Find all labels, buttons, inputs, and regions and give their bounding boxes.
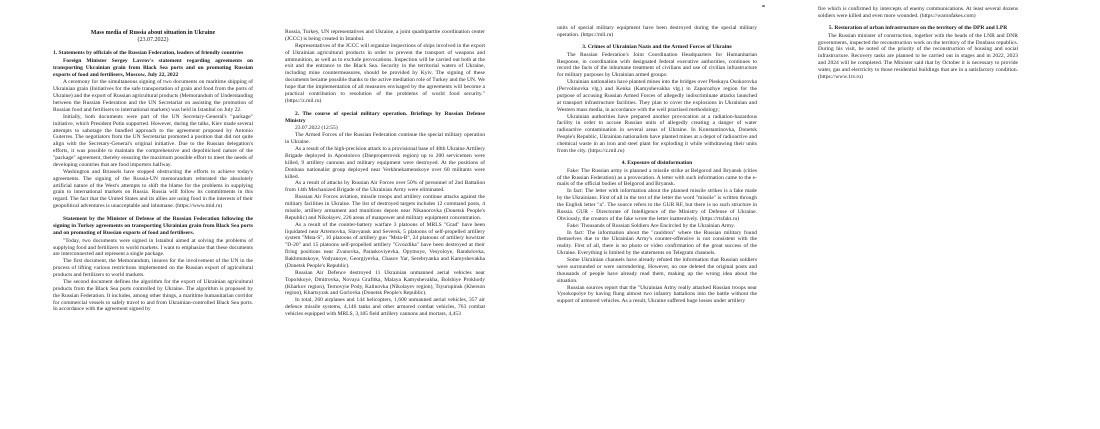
paragraph: The Russian Federation's Joint Coordination Headquarters for Humanitarian Response, in coordination with designated federal executive authorities, continues to record the facts of the inhumane treatment of civilians and use of civilian infrastructure for military purposes by Ukrainian armed groups:: [557, 51, 757, 79]
scan-speck: [762, 5, 765, 7]
paragraph: fire which is confirmed by intercepts of enemy communications. At least several dozens soldiers were killed and even more wounded. (https://waronfakes.com): [818, 6, 1018, 19]
paragraph: Russian sources report that the "Ukrainian Army really attacked Russian troops near Vysokopolye by having flung almost two infantry battalions into the battle without the support of armored vehicles. As a result, Ukraine suffered huge losses under artillery: [557, 284, 757, 305]
paragraph: Russian Air Forces aviation, missile troops and artillery continue attacks against the military facilities in Ukraine. The list of destroyed targets includes 12 command posts, 4 missile, artillery armament and munitions depots near Nikanorovka (Donetsk People's Republic) and Nikolayev, 226 areas of manpower and military equipment concentration.: [285, 194, 485, 221]
paragraph: A ceremony for the simultaneous signing of two documents on maritime shipping of Ukrainian grain (Initiatives for the safe transportation of grain and food from the ports of Ukraine) and the export of Russian agricultural products (Memorandum of Understanding between the Russian Federation and the UN Secretariat on assisting the promotion of Russian food and fertilisers to international markets) was held in Istanbul on July 22.: [53, 79, 253, 113]
paragraph: Ukrainian nationalists have planted mines into the bridges over Pleskaya Osokorovka (Pervolinovka vlg.) and Kenka (Kamyshevakha vlg.) in Zaporozhye region for the purpose of accusing Russian Armed Forces of allegedly indiscriminate attacks launched at transport infrastructure facilities. They plan to cover the explosions in Ukrainian and Western mass media, in accordance with the well practised methodology;: [557, 79, 757, 113]
paragraph: In total, 260 airplanes and 144 helicopters, 1,600 unmanned aerial vehicles, 357 air defence missile systems, 4,146 tanks and other armored combat vehicles, 763 combat vehicles equipped with MRLS, 3,185 field artillery cannons and mortars, 4,453: [285, 297, 485, 317]
fake-claim: Fake: Thousands of Russian Soldiers Are Encircled by the Ukrainian Army.: [567, 222, 735, 229]
paragraph: The second document defines the algorithm for the export of Ukrainian agricultural products from the Black Sea ports controlled by Ukraine. The algorithm is proposed by the Russian Federation. It includes, among other things, a maritime humanitarian corridor for commercial vessels to safely travel to and from Ukrainian-controlled Black Sea ports. In accordance with the agreement signed by: [53, 278, 253, 313]
column-1: [53, 30, 253, 313]
column-2: [285, 29, 485, 318]
paragraph: Some Ukrainian channels have already refuted the information that Russian soldiers were surrounded or were surrendering. However, no one deleted the original posts and thousands of people have already read them, making up the wrong idea about the situation.: [557, 257, 757, 284]
paragraph: As a result of the counter-battery warfare 3 platoons of MRLS "Grad" have been liquidated near Artemovka, Slavyansk and Seversk, 5 platoons of self-propelled artillery system "Msta-S", 10 platoons of artillery gun "Msta-B", 24 platoons of artillery howitzer "D-20" and 15 platoons self-propelled artillery "Gvozdika" have been destroyed at their firing positions near Zvanovka, Paraskoviyevka, Opytnoye, Vesyoloye, Randolovka, Bakhmutskoye, Vodyanoye, Georgiyevka, Chasov Yar, Serebryanka and Kamyshevakha (Donetsk People's Republic).: [285, 221, 485, 269]
fact-check: In fact: The information about the "cauldron" where the Russian military found themselves due to the Ukrainian Army's counter-offensive is not consistent with the reality. First of all, there is no photo or video confirmation of the great success of the Ukraine. Everything is limited by the statements on Telegram channels.: [557, 229, 757, 257]
paragraph: units of special military equipment have been destroyed during the special military operation. (https://mil.ru): [557, 25, 757, 38]
fact-check: In fact: The letter with information about the planned missile strikes is a fake made by the Ukrainians. First of all in the text of the letter the word "missile" is written through the English letter "a". The source refers to the GUR RF, but there is no such structure in Russia. GUR - Directorate of Intelligence of the Ministry of Defense of Ukraine. Obviously, the creators of the fake wrote the letter inattentively. (https://rtsfakt.ru): [557, 188, 757, 222]
section-1-subtitle: Foreign Minister Sergey Lavrov's statement regarding agreements on transporting Ukrainian grain from Black Sea ports and on promoting Russian exports of food and fertilisers, Moscow, July 22, 2022: [53, 57, 253, 78]
column-3: [557, 25, 757, 305]
document-title: Mass media of Russia about situation in Ukraine: [90, 30, 216, 36]
paragraph: As a result of the high-precision attack to a provisional base of 40th Ukraine Artillery Brigade deployed in Apostolovo (Dnepropetrovsk region) up to 200 servicemen were killed, 9 artillery cannons and military equipment were destroyed. At the positions of Donbass nationalist group deployed near Verkhnekamenskoye over 60 militants were killed.: [285, 146, 485, 180]
section-2-title: 2. The course of special military operation. Briefings by Russian Defense Ministry: [285, 110, 485, 124]
paragraph: Initially, both documents were part of the UN Secretary-General's "package" initiative, which President Putin supported. However, during the talks, Kiev made several attempts to sabotage the bundled approach to the agreement proposed by Antonio Guterres. The negotiators from the UN Secretariat promoted a position that did not quite align with the Secretary-General's original initiative. Due to the Russian delegation's efforts, it was possible to maintain the comprehensive and depoliticised nature of the "package" agreement, thereby ensuring the maximum possible effort to meet the needs of developing countries that are food importers halfway.: [53, 113, 253, 168]
section-1-title: 1. Statements by officials of the Russian Federation, leaders of friendly countries: [53, 49, 244, 56]
paragraph: The Russian minister of construction, together with the heads of the LNR and DNR governments, inspected the reconstruction work on the territory of the Donbass republics. During his visit, he noted of the priority of the reconstruction of housing and social infrastructure. Recovery tasks are planned to be carried out in stages and in 2022, 2023 and 2024 will be completed. The Minister said that by October it is necessary to provide water, gas and electricity to those residential buildings that are in a satisfactory condition. (https://www.1tv.ru): [818, 32, 1018, 80]
paragraph: Representatives of the JCCC will organize inspections of ships involved in the export of Ukrainian agricultural products in order to prevent the transport of weapons and ammunition, as well as to exclude provocations. Inspection will be carried out both at the exit and the entrance to the Black Sea. Security in the territorial waters of Ukraine, including mine countermeasures, should be provided by Kyiv. The signing of these documents became possible thanks to the active mediation role of Turkey and the UN. We hope that the implementation of all measures envisaged by the agreements will become a practical contribution to resolution of the problems of world food security." (https://z.mil.ru): [285, 42, 485, 104]
paragraph: Russian Air Defence destroyed 11 Ukrainian unmanned aerial vehicles near Topolskoye, Dmitrovka, Novaya Grafitka, Malaya Kamyshevakha, Bolshiye Prokhody (Kharkov region), Ternovyie Pody, Kalinovka (Nikolayev region), Tsyurupinsk (Kherson region), Khartsyzsk and Gorlovka (Donetsk People's Republic).: [285, 269, 485, 297]
paragraph: Washington and Brussels have stopped obstructing the efforts to achieve today's agreements. The signing of the Russia-UN memorandum reiterated the absolutely artificial nature of the West's attempts to shift the blame for the problems in supplying grain to international markets on Russia. Russia will follow its commitments in this regard. The fact that the United States and its allies are using food in the interests of their geopolitical adventures is unacceptable and inhumane. (https://www.mid.ru): [53, 168, 253, 210]
section-3-title: 3. Crimes of Ukrainian Nazis and the Armed Forces of Ukraine: [582, 43, 732, 50]
paragraph: "Today, two documents were signed in Istanbul aimed at solving the problems of supplying food and fertilizers to world markets. I want to emphasize that these documents are interconnected and represent a single package.: [53, 237, 253, 258]
briefing-date: 23.07.2022 (12:55): [295, 125, 338, 132]
paragraph: As a result of attacks by Russian Air Forces over 50% of personnel of 2nd Battalion from 14th Mechanized Brigade of the Ukrainian Army were eliminated.: [285, 180, 485, 194]
paragraph: The first document, the Memorandum, insures for the involvement of the UN in the process of lifting various restrictions implemented on the Russian export of agricultural products and fertilizers to world markets.: [53, 258, 253, 278]
paragraph: Ukrainian authorities have prepared another provocation at a radiation-hazardous facility in order to accuse Russian units of allegedly creating a danger of water radioactive contamination in several areas of Ukraine. In Konstantinovka, Donetsk People's Republic, Ukrainian nationalists have planted mines at a depot of radioactive and chemical waste in an iron and steel plant for exploding it while withdrawing their units from the city. (https://z.mil.ru): [557, 113, 757, 154]
section-1-statement-heading: Statement by the Minister of Defense of the Russian Federation following the signing in Turkey agreements on transporting Ukrainian grain from Black Sea ports and on promoting of Russian exports of food and fertilisers.: [53, 216, 253, 236]
column-4: [818, 6, 1018, 81]
fake-claim: Fake: The Russian army is planned a missile strike at Belgorod and Bryansk (cities of the Russian Federation) as a provocation. A letter with such information came to the e-mails of the official bodies of Belgorod and Bryansk.: [557, 167, 757, 188]
paragraph: The Armed Forces of the Russian Federation continue the special military operation in Ukraine.: [285, 132, 485, 146]
document-date: (23.07.2022): [137, 37, 169, 44]
section-4-title: 4. Exposure of disinformation: [621, 159, 693, 166]
section-5-title: 5. Restoration of urban infrastructure on the territory of the DPR and LPR: [828, 24, 1008, 31]
paragraph: Russia, Turkey, UN representatives and Ukraine, a joint quadripartite coordination center (JCCC) is being created in Istanbul.: [285, 29, 485, 42]
